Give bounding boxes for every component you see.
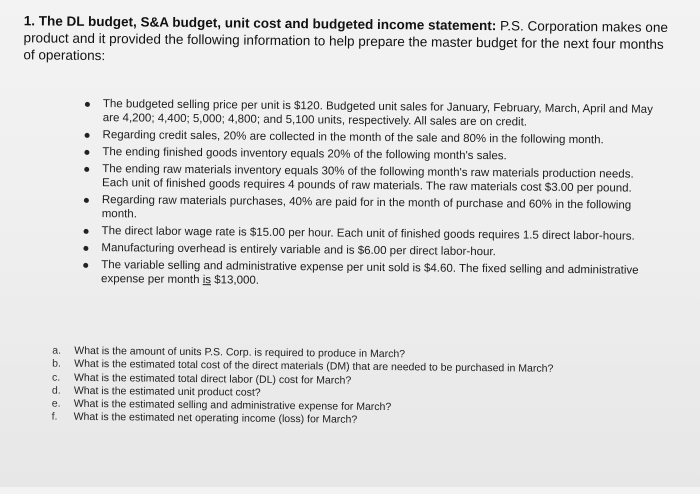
list-item: Regarding credit sales, 20% are collected in the month of the sale and 80% in the following month.: [81, 128, 656, 148]
question-letter: e.: [51, 397, 61, 410]
assumptions-list: [79, 97, 656, 295]
bullet-icon: [85, 102, 90, 107]
question-letter: b.: [52, 357, 62, 370]
underlined-word: is: [202, 274, 212, 287]
question-letter: f.: [51, 411, 58, 424]
question-text: What is the amount of units P.S. Corp. is required to produce in March?: [74, 344, 406, 361]
question-text: What is the estimated total direct labor (DL) cost for March?: [73, 371, 352, 387]
list-item: The ending raw materials inventory equals 30% of the following month's raw materials production needs. Each unit of finished goods requires 4 pounds of raw materials. The raw materials cost $3.00 per pound.: [80, 162, 655, 196]
question-letter: d.: [51, 384, 61, 397]
question-text: What is the estimated total cost of the direct materials (DM) that are needed to be purchased in March?: [74, 358, 554, 376]
questions-list: [52, 345, 643, 431]
bullet-icon: [83, 263, 88, 268]
list-item: The ending finished goods inventory equals 20% of the following month's sales.: [80, 145, 655, 165]
question-text: What is the estimated selling and administrative expense for March?: [73, 397, 392, 414]
bullet-icon: [84, 167, 89, 172]
question-letter: c.: [51, 371, 61, 384]
problem-heading: [23, 12, 673, 70]
question-text: What is the estimated net operating income (loss) for March?: [73, 411, 358, 427]
list-item: The variable selling and administrative expense per unit sold is $4.60. The fixed selling and administrative expense per month is $13,000.: [79, 258, 654, 292]
bullet-icon: [84, 229, 89, 234]
list-item: Manufacturing overhead is entirely variable and is $6.00 per direct labor-hour.: [79, 241, 654, 261]
problem-title: 1. The DL budget, S&A budget, unit cost and budgeted income statement:: [23, 13, 497, 34]
question-text: What is the estimated unit product cost?: [73, 384, 261, 399]
bullet-icon: [84, 198, 89, 203]
bullet-icon: [83, 246, 88, 251]
problem-intro: P.S. Corporation makes one product and it provided the following information to help prepare the master budget for the next four months of operations:: [23, 18, 668, 64]
question-letter: a.: [52, 344, 62, 357]
bullet-icon: [84, 150, 89, 155]
list-item: The direct labor wage rate is $15.00 per hour. Each unit of finished goods requires 1.5 direct labor-hours.: [80, 224, 655, 244]
list-item: The budgeted selling price per unit is $120. Budgeted unit sales for January, February, March, April and May are 4,200; 4,400; 5,000; 4,800; and 5,100 units, respectively. All sales are on credit.: [81, 97, 656, 131]
bullet-icon: [85, 133, 90, 138]
list-item: Regarding raw materials purchases, 40% are paid for in the month of purchase and 60% in the following month.: [80, 193, 655, 227]
